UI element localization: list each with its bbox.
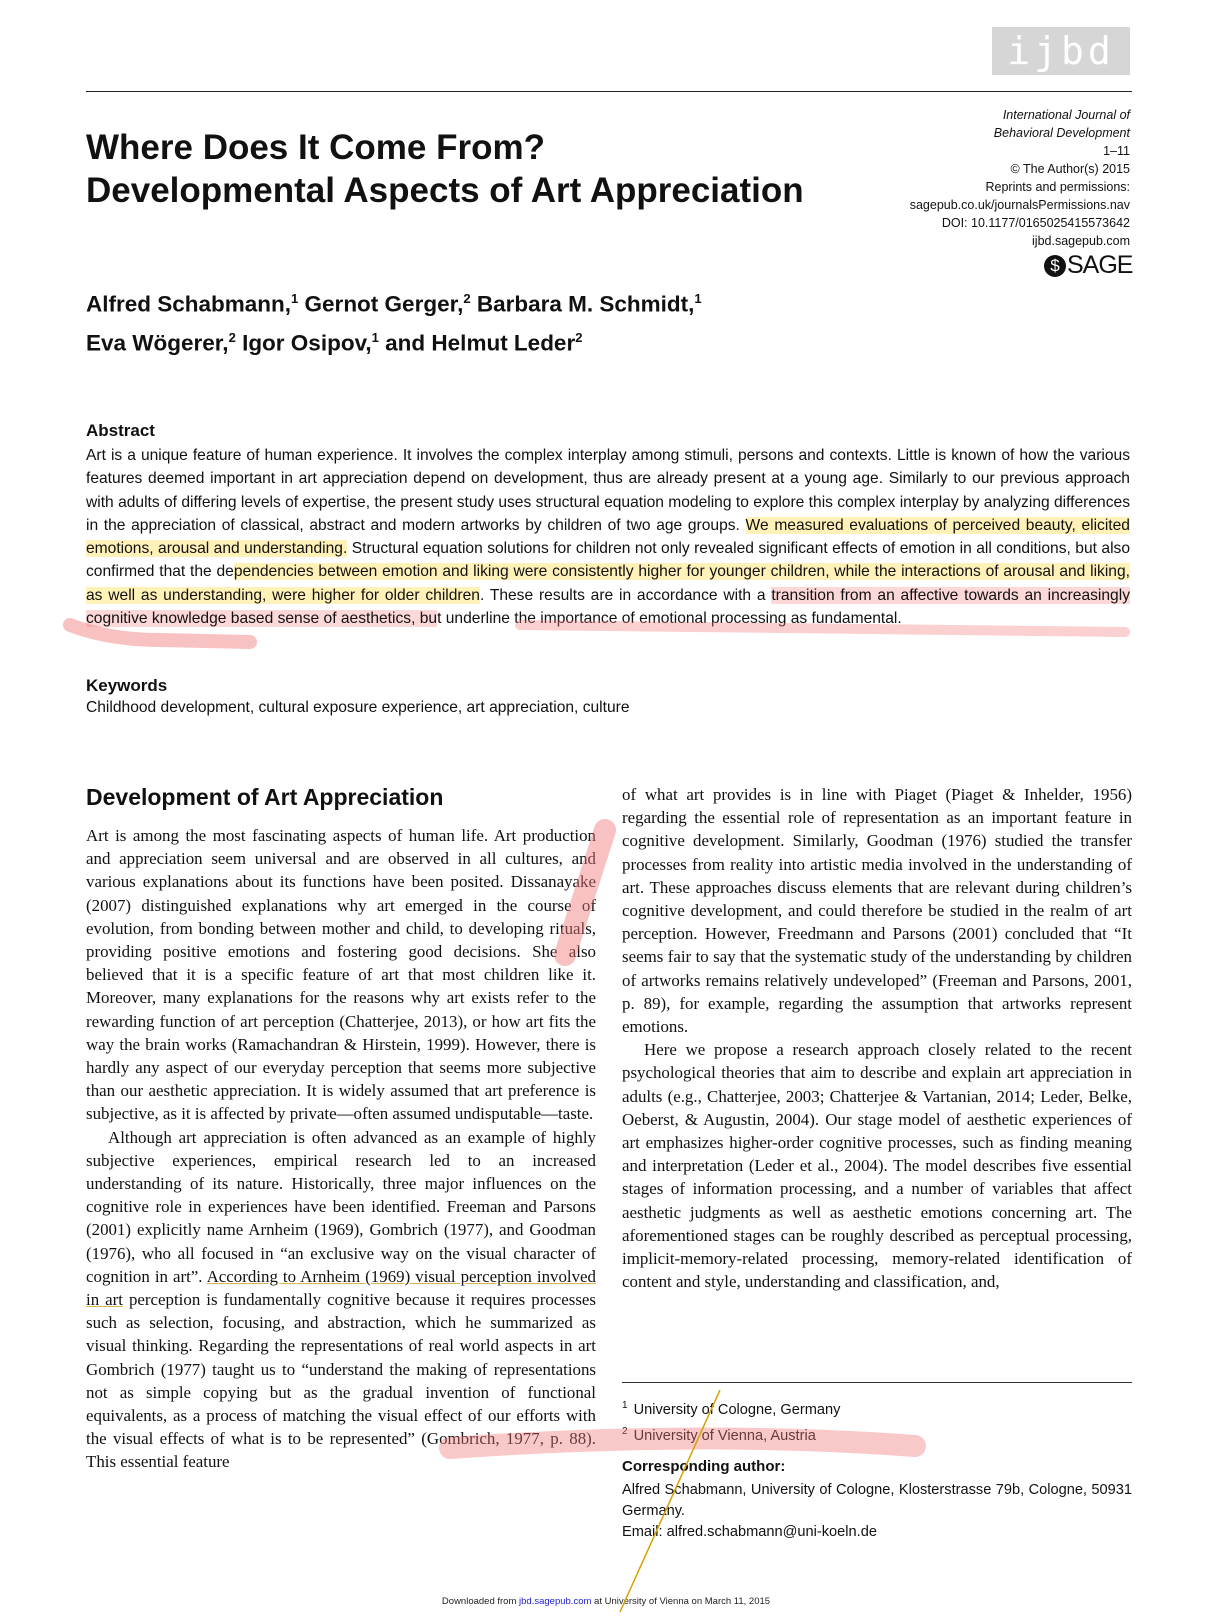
right-column	[622, 783, 1132, 1293]
sage-s-icon: $	[1044, 255, 1066, 277]
underlined-text: According to Arnheim (1969) visual perception involved in art	[86, 1266, 596, 1310]
paragraph: Art is among the most fascinating aspects of human life. Art production and appreciation seem universal and are observed in all cultures, and various explanations about its functions have been posited. Dissanayake (2007) distinguished explanations why art emerged in the course of evolution, from bonding between mother and child, to developing rituals, providing positive emotions and fostering good decisions. She also believed that it is a specific feature of art that most children like it. Moreover, many explanations for the reasons why art exists refer to the rewarding function of art perception (Chatterjee, 2013), or how art fits the way the brain works (Ramachandran & Hirstein, 1999). However, there is hardly any aspect of our everyday perception that seems more subjective than our aesthetic appreciation. It is widely assumed that art preference is subjective, as it is affected by private—often assumed undisputable—taste.	[86, 826, 596, 1124]
download-link[interactable]: jbd.sagepub.com	[519, 1596, 592, 1607]
author-affiliation: 1	[371, 329, 379, 345]
footnote-number: 1	[622, 1400, 628, 1411]
header-rule	[86, 91, 1132, 92]
page-range: 1–11	[1103, 144, 1130, 158]
author-affiliation: 1	[694, 291, 702, 306]
paper-title	[86, 126, 906, 212]
footnote-text: University of Vienna, Austria	[633, 1427, 816, 1444]
sage-logo	[1044, 250, 1132, 280]
paragraph-text: Although art appreciation is often advanced as an example of highly subjective experiences, empirical research led to an increased understanding of its nature. Historically, three major influences on the cognitive role in experiences have been identified. Freeman and Parsons (2001) explicitly name Arnheim (1969), Gombrich (1977), and Goodman (1976), who all focused in “an exclusive way on the visual character of cognition in art”.	[86, 1127, 596, 1286]
author-name: Igor Osipov,	[242, 330, 372, 355]
paragraph-text: perception is fundamentally cognitive because it requires processes such as selection, focusing, and abstraction, which he summarized as visual thinking. Regarding the representations of real world aspects in art Gombrich (1977) taught us to “understand the making of representations not as simple copying but as the gradual invention of functional equivalents, as a process of matching the visual effect of our efforts with the visual effects of what is to be represented” (Gombrich, 1977, p. 88). This essential feature	[86, 1290, 596, 1472]
abstract-text-1: Art is a unique feature of human experience. It involves the complex interplay among stimuli, persons and contexts. Little is known of how the various features deemed important in art appreciation depend on development, thus are already present at a young age. Similarly to our previous approach with adults of differing levels of expertise, the present study uses structural equation modeling to explore this complex interplay by analyzing differences in the appreciation of classical, abstract and modern artworks by children of two age groups.	[86, 447, 1130, 534]
reprints-url[interactable]: sagepub.co.uk/journalsPermissions.nav	[909, 198, 1130, 212]
copyright: © The Author(s) 2015	[1010, 162, 1130, 176]
abstract-text-2: Structural equation solutions for children not only revealed significant effects of emotion in all conditions, but also confirmed that the de	[86, 540, 1131, 581]
reprints-label: Reprints and permissions:	[985, 180, 1130, 194]
keywords-list: Childhood development, cultural exposure experience, art appreciation, culture	[86, 699, 630, 716]
corresponding-author-details	[622, 1480, 1132, 1543]
footnote-number: 2	[622, 1425, 628, 1437]
left-column	[86, 824, 596, 1474]
corresponding-author-address: Alfred Schabmann, University of Cologne, Klosterstrasse 79b, Cologne, 50931 Germany.	[622, 1482, 1132, 1519]
keywords-heading: Keywords	[86, 676, 168, 695]
author-line-1	[86, 282, 986, 321]
download-suffix: at University of Vienna on March 11, 2015	[591, 1596, 771, 1607]
doi: DOI: 10.1177/0165025415573642	[941, 216, 1130, 230]
author-affiliation: 2	[575, 329, 583, 345]
author-name: Eva Wögerer,	[86, 330, 229, 355]
title-line-2: Developmental Aspects of Art Appreciation	[86, 171, 804, 210]
download-notice	[0, 1596, 1212, 1607]
paragraph: Here we propose a research approach closely related to the recent psychological theories that aim to describe and explain art appreciation in adults (e.g., Chatterjee, 2003; Chatterjee & Vartanian, 2014; Leder, Belke, Oeberst, & Augustin, 2004). Our stage model of aesthetic experiences of art emphasizes higher-order cognitive processes, such as finding meaning and interpretation (Leder et al., 2004). The model describes five essential stages of information processing, and a number of variables that affect aesthetic judgments as well as aesthetic emotions concerning art. The aforementioned stages can be roughly described as perceptual processing, implicit-memory-related processing, memory-related identification of content and style, understanding and classification, and,	[622, 1040, 1132, 1292]
section-heading: Development of Art Appreciation	[86, 784, 444, 810]
author-line-2	[86, 321, 986, 360]
author-list	[86, 282, 986, 359]
abstract-text-4: t underline the importance of emotional processing as fundamental.	[437, 610, 902, 628]
paragraph: of what art provides is in line with Piaget (Piaget & Inhelder, 1956) regarding the essential role of representation as an important feature in cognitive development. Similarly, Goodman (1976) studied the transfer processes from reality into artistic media involved in the understanding of art. These approaches discuss elements that are relevant during children’s cognitive development, and could therefore be studied in the realm of art perception. However, Freedmann and Parsons (2001) concluded that “It seems fair to say that the systematic study of the understanding by children of artworks remains relatively undeveloped” (Freeman and Parsons, 2001, p. 89), for example, regarding the assumption that artworks represent emotions.	[622, 785, 1132, 1037]
footnote-rule	[622, 1382, 1132, 1383]
sage-logo-text: SAGE	[1067, 251, 1133, 279]
author-affiliation: 1	[291, 291, 299, 306]
footnote-text: University of Cologne, Germany	[633, 1401, 841, 1418]
author-name: Gernot Gerger,	[304, 291, 464, 317]
journal-name-line-1: International Journal of	[1002, 108, 1130, 122]
journal-metadata	[850, 106, 1130, 250]
affiliation-footnotes	[622, 1395, 1132, 1447]
footnote-item	[622, 1395, 1132, 1421]
author-affiliation: 2	[228, 329, 236, 345]
corresponding-author-label: Corresponding author:	[622, 1458, 786, 1475]
author-affiliation: 2	[463, 291, 471, 306]
abstract-body	[86, 444, 1130, 630]
author-name: Alfred Schabmann,	[86, 291, 292, 317]
abstract-highlight-3: transition from an affective towards an increasingly cognitive knowledge based sense of aesthetics, bu	[86, 586, 1130, 628]
author-name: and Helmut Leder	[385, 330, 576, 355]
title-line-1: Where Does It Come From?	[86, 128, 545, 167]
abstract-heading: Abstract	[86, 421, 155, 440]
abstract-text-3: . These results are in accordance with a	[479, 586, 772, 604]
paragraph	[86, 1126, 596, 1474]
abstract-highlight-2: pendencies between emotion and liking were consistently higher for younger children, while the interactions of arousal and liking, as well as understanding, were higher for older children	[86, 563, 1130, 604]
journal-name-line-2: Behavioral Development	[993, 126, 1130, 140]
abstract-highlight-1: We measured evaluations of perceived beauty, elicited emotions, arousal and understanding.	[86, 516, 1130, 558]
footnote-item	[622, 1421, 1132, 1447]
journal-logo: ijbd	[992, 27, 1130, 75]
corresponding-author-email[interactable]: Email: alfred.schabmann@uni-koeln.de	[622, 1524, 877, 1540]
author-name: Barbara M. Schmidt,	[476, 291, 695, 317]
journal-url[interactable]: ijbd.sagepub.com	[1032, 234, 1130, 248]
download-prefix: Downloaded from	[441, 1596, 520, 1607]
